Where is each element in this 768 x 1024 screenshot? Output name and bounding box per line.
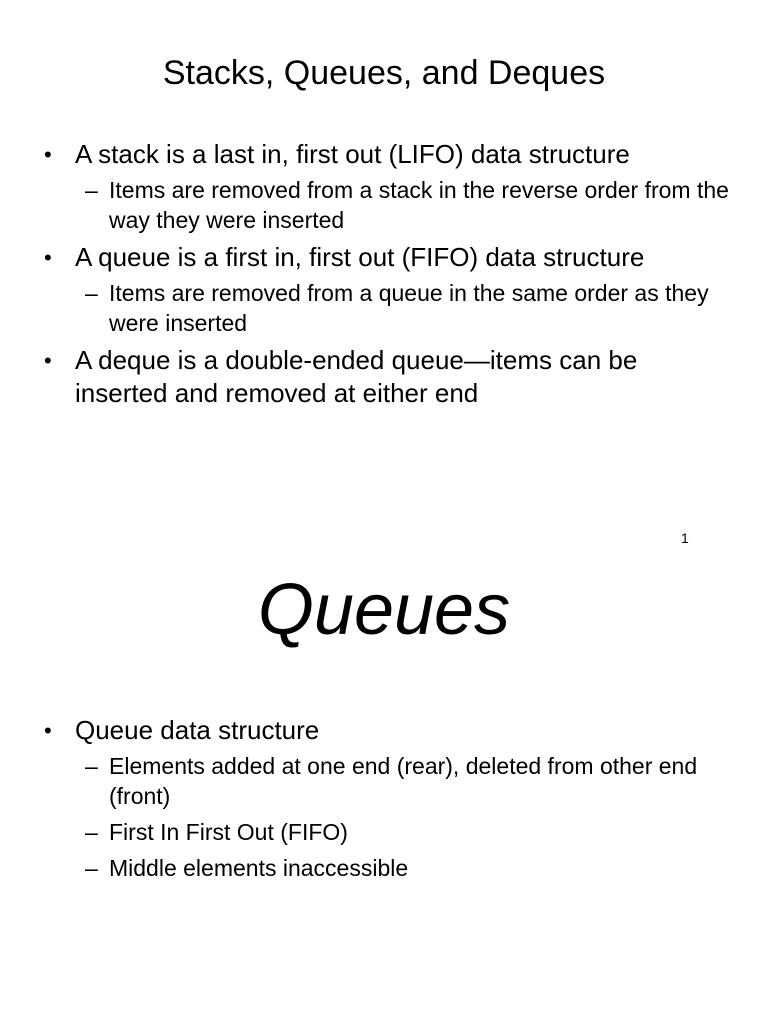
bullet-item-stack (44, 138, 734, 235)
dash-icon: – (85, 177, 98, 203)
sub-bullet-text: First In First Out (FIFO) (109, 819, 348, 845)
sub-bullet-text: Middle elements inaccessible (109, 855, 409, 881)
bullet-text: A deque is a double-ended queue—items can be inserted and removed at either end (75, 345, 638, 408)
dash-icon: – (85, 753, 98, 779)
sub-bullet-text: Elements added at one end (rear), deleted from other end (front) (109, 753, 698, 809)
sub-bullet-item (75, 175, 734, 235)
bullet-item-queue (44, 241, 734, 338)
sub-bullet-list (75, 751, 734, 883)
bullet-icon: • (44, 245, 52, 270)
sub-bullet-text: Items are removed from a stack in the reverse order from the way they were inserted (109, 177, 729, 233)
bullet-list (44, 138, 734, 416)
page-number: 1 (681, 530, 689, 546)
bullet-item-queue-data-structure (44, 714, 734, 883)
bullet-text: Queue data structure (75, 715, 320, 745)
sub-bullet-item (75, 278, 734, 338)
sub-bullet-item (75, 817, 734, 847)
bullet-icon: • (44, 718, 52, 743)
slide-title: Stacks, Queues, and Deques (162, 54, 606, 92)
sub-bullet-text: Items are removed from a queue in the same order as they were inserted (109, 280, 709, 336)
bullet-text: A stack is a last in, first out (LIFO) data structure (75, 139, 630, 169)
bullet-text: A queue is a first in, first out (FIFO) data structure (75, 242, 645, 272)
dash-icon: – (85, 280, 98, 306)
dash-icon: – (85, 855, 98, 881)
sub-bullet-item (75, 751, 734, 811)
bullet-list (44, 714, 734, 889)
bullet-icon: • (44, 142, 52, 167)
slide-title: Queues (257, 570, 511, 650)
slide-queues (0, 560, 768, 1024)
sub-bullet-list (75, 278, 734, 338)
sub-bullet-list (75, 175, 734, 235)
bullet-icon: • (44, 348, 52, 373)
bullet-item-deque (44, 344, 734, 410)
dash-icon: – (85, 819, 98, 845)
sub-bullet-item (75, 853, 734, 883)
